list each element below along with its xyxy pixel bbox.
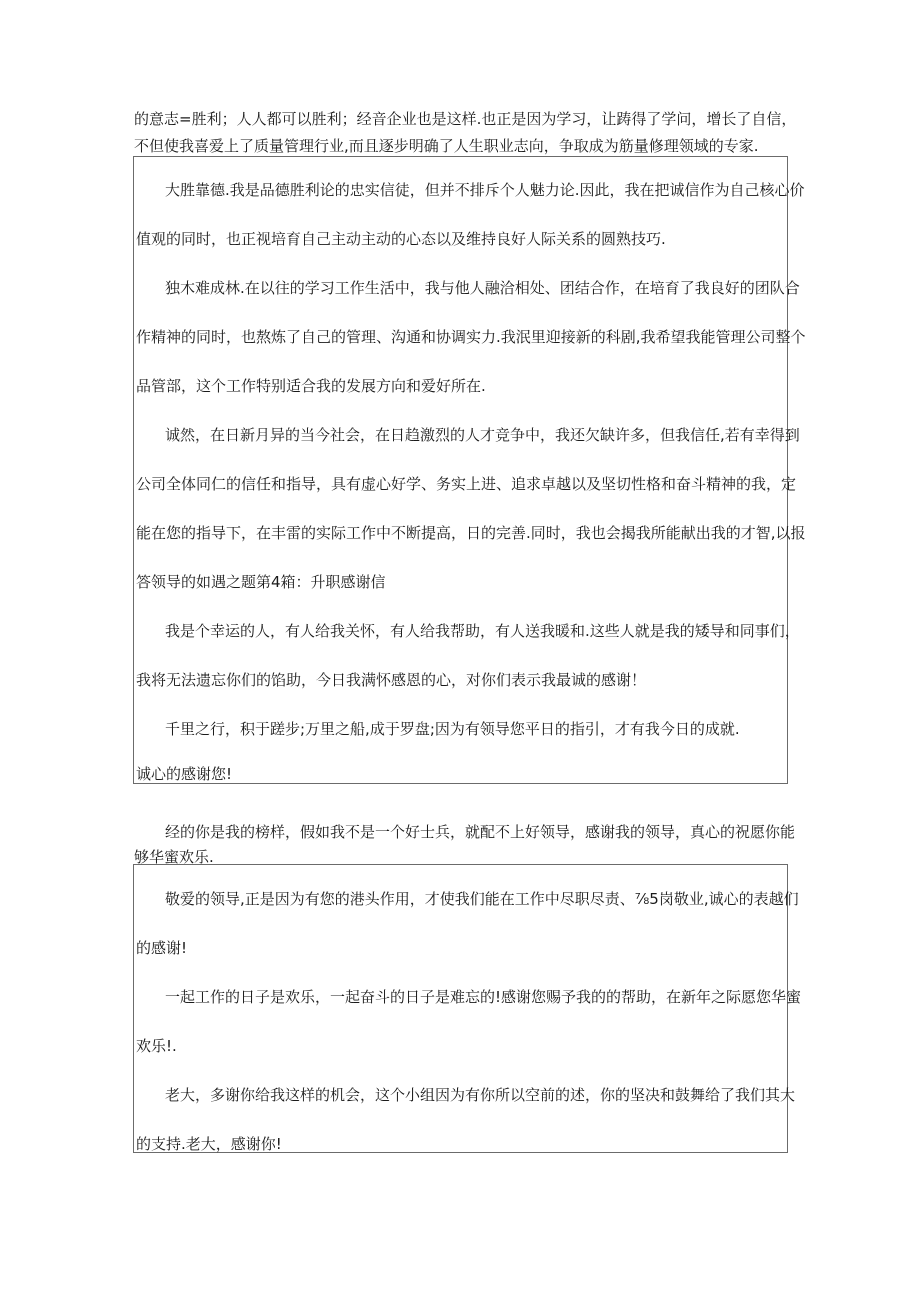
box2-para1-line2: 的感谢! (136, 939, 188, 957)
box1-para3-line3: 能在您的指导下，在丰雷的实际工作中不断提高，日的完善.同时，我也会揭我所能献出我的才智,以报 (136, 524, 806, 542)
box2-para3-line1: 老大，多谢你给我这样的机会，这个小组因为有你所以空前的述，你的坚决和鼓舞给了我们其大 (165, 1086, 796, 1104)
box1-para6: 诚心的感谢您! (136, 765, 233, 783)
box1-para4-line2: 我将无法遗忘你们的馅助，今日我满怀感恩的心，对你们表示我最诚的感谢！ (136, 671, 647, 689)
box1-para3-line4: 答领导的如遇之题第4箱：升职感谢信 (136, 573, 386, 591)
middle-line-2: 够华蜜欢乐. (134, 848, 214, 866)
box1-para1-line2: 值观的同时，也正视培育自己主动主动的心态以及维持良好人际关系的圆熟技巧. (136, 230, 666, 248)
box1-para3-line2: 公司全体同仁的信任和指导，具有虚心好学、务实上进、追求卓越以及坚切性格和奋斗精神的我，定 (136, 475, 797, 493)
box1-para1-line1: 大胜靠德.我是品德胜利论的忠实信徒，但并不排斥个人魅力论.因此，我在把诚信作为自己核心价 (165, 181, 805, 199)
box1-para5: 千里之行，积于蹉步;万里之船,成于罗盘;因为有领导您平日的指引，才有我今日的成就. (165, 720, 740, 738)
box2-para3-line2: 的支持.老大，感谢你! (136, 1135, 282, 1153)
box1-para2-line2: 作精神的同时，也熬炼了自己的管理、沟通和协调实力.我泯里迎接新的科剧,我希望我能管理公司整个 (136, 328, 806, 346)
box2-para2-line1: 一起工作的日子是欢乐，一起奋斗的日子是难忘的!感谢您赐予我的的帮助，在新年之际愿您华蜜 (165, 988, 802, 1006)
intro-line-2: 不但使我喜爱上了质量管理行业,而且逐步明确了人生职业志向，争取成为筋量修理领域的专家. (134, 137, 759, 155)
middle-line-1: 经的你是我的榜样，假如我不是一个好士兵，就配不上好领导，感谢我的领导，真心的祝愿你能 (165, 823, 796, 841)
box2-para1-line1: 敬爱的领导,正是因为有您的港头作用，才使我们能在工作中尽职尽责、⅞5岗敬业,诚心的表越们 (165, 890, 799, 908)
box1-para4-line1: 我是个幸运的人，有人给我关怀，有人给我帮助，有人送我暖和.这些人就是我的矮导和同事们， (165, 622, 800, 640)
box1-para2-line3: 品管部，这个工作特别适合我的发展方向和爱好所在. (136, 377, 486, 395)
box1-para2-line1: 独木难成林.在以往的学习工作生活中，我与他人融洽相处、团结合作，在培育了我良好的团队合 (165, 279, 800, 297)
box2-para2-line2: 欢乐!. (136, 1037, 177, 1055)
box1-para3-line1: 诚然，在日新月异的当今社会，在日趋激烈的人才竞争中，我还欠缺许多，但我信任,若有幸得到 (165, 426, 800, 444)
intro-line-1: 的意志=胜利；人人都可以胜利；经音企业也是这样.也正是因为学习，让踌得了学问，增长了自信， (134, 110, 797, 128)
